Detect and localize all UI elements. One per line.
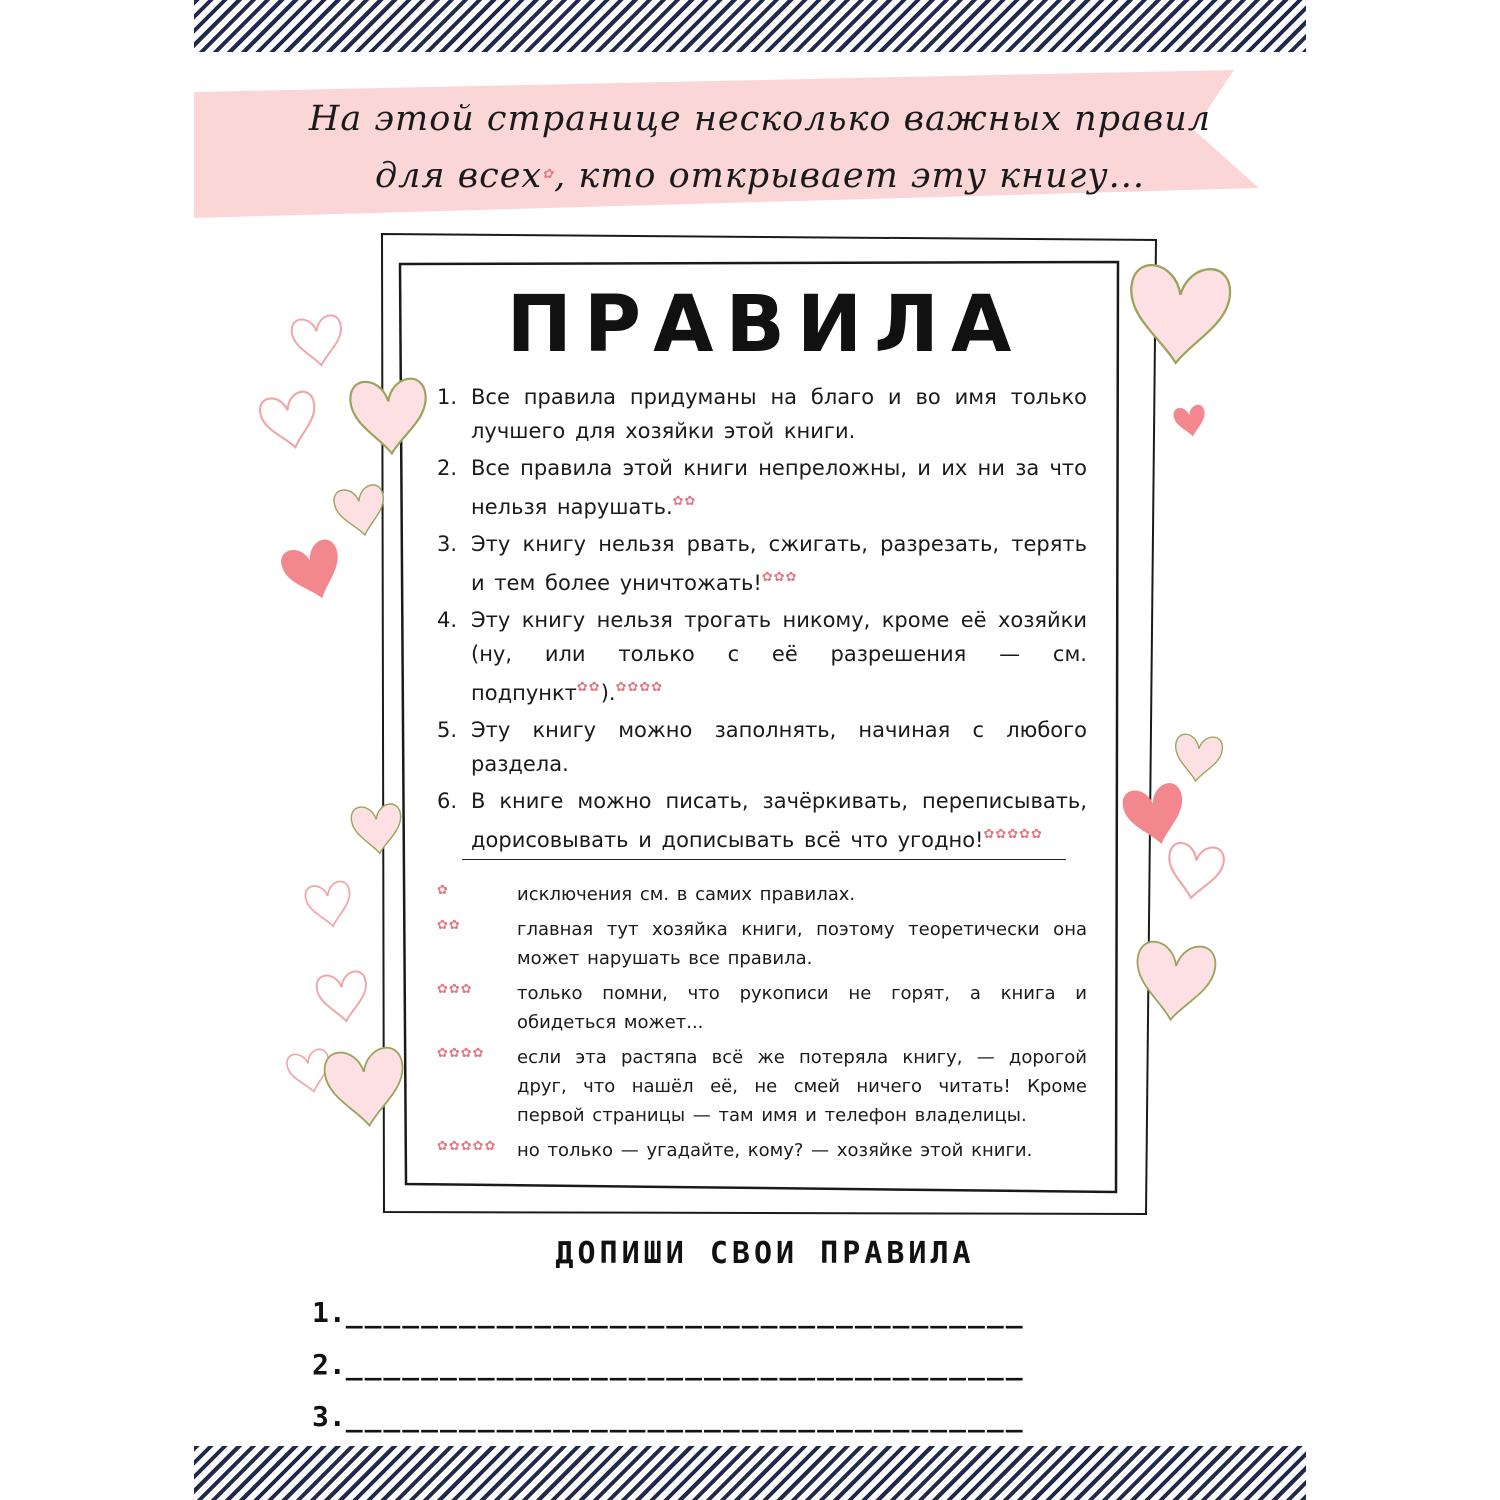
flower-mark-icon: ✿ bbox=[437, 883, 449, 898]
flower-mark-icon: ✿✿✿✿ bbox=[615, 680, 664, 695]
heart-icon bbox=[1132, 940, 1217, 1024]
footnote-3: ✿✿✿ только помни, что рукописи не горят, а книга и обидеться может... bbox=[437, 979, 1087, 1037]
footnote-2: ✿✿ главная тут хозяйка книги, поэтому теоретически она может нарушать все правила. bbox=[437, 915, 1087, 973]
rule-item-5: 5. Эту книгу можно заполнять, начиная с любого раздела. bbox=[437, 718, 1087, 776]
own-rule-line-3[interactable]: 3.____________________________________ bbox=[312, 1400, 1025, 1433]
flower-mark-icon: ✿✿✿✿✿ bbox=[983, 827, 1043, 842]
heart-icon bbox=[1164, 842, 1225, 902]
banner-line-1: На этой странице несколько важных правил bbox=[308, 99, 1212, 139]
own-rule-line-1[interactable]: 1.____________________________________ bbox=[312, 1296, 1025, 1329]
banner-line-2: для всех✿, кто открывает эту книгу... bbox=[374, 156, 1146, 196]
flower-mark-icon: ✿✿✿✿✿ bbox=[437, 1139, 497, 1154]
footnote-1: ✿ исключения см. в самих правилах. bbox=[437, 880, 1087, 909]
heart-icon bbox=[323, 1046, 408, 1130]
flower-mark-icon: ✿✿✿ bbox=[437, 982, 473, 997]
flower-mark-icon: ✿✿ bbox=[672, 494, 697, 509]
heart-icon bbox=[278, 537, 350, 608]
rule-item-3: 3. Эту книгу нельзя рвать, сжигать, разрезать, терять и тем более уничтожать!✿✿✿ bbox=[437, 532, 1087, 595]
footnote-4: ✿✿✿✿ если эта растяпа всё же потеряла книгу, — дорогой друг, что нашёл её, не смей ничего читать! Кроме первой страницы — там имя и телефон владелицы. bbox=[437, 1043, 1087, 1130]
heart-icon bbox=[1172, 404, 1208, 439]
heart-icon bbox=[349, 378, 429, 456]
page-title: ПРАВИЛА bbox=[506, 280, 1024, 370]
flower-mark-icon: ✿✿ bbox=[576, 680, 601, 695]
flower-mark-icon: ✿✿ bbox=[437, 918, 461, 933]
flower-mark-icon: ✿✿✿ bbox=[761, 570, 798, 585]
rule-item-6: 6. В книге можно писать, зачёркивать, переписывать, дорисовывать и дописывать всё что угодно!✿✿✿✿✿ bbox=[437, 789, 1087, 852]
rule-item-2: 2. Все правила этой книги непреложны, и их ни за что нельзя нарушать.✿✿ bbox=[437, 456, 1087, 519]
flower-mark-icon: ✿ bbox=[542, 167, 555, 182]
heart-icon bbox=[315, 970, 371, 1024]
heart-icon bbox=[290, 314, 346, 368]
heart-icon bbox=[258, 390, 322, 453]
heart-icon bbox=[304, 880, 355, 930]
own-rule-line-2[interactable]: 2.____________________________________ bbox=[312, 1348, 1025, 1381]
heart-icon bbox=[350, 803, 404, 856]
heart-icon bbox=[1126, 264, 1231, 367]
heart-icon bbox=[332, 483, 389, 539]
own-rules-title: ДОПИШИ СВОИ ПРАВИЛА bbox=[555, 1236, 975, 1271]
flower-mark-icon: ✿✿✿✿ bbox=[437, 1046, 485, 1061]
heart-icon bbox=[1120, 781, 1191, 850]
footnote-5: ✿✿✿✿✿ но только — угадайте, кому? — хозяйке этой книги. bbox=[437, 1136, 1087, 1165]
rule-item-1: 1. Все правила придуманы на благо и во имя только лучшего для хозяйки этой книги. bbox=[437, 385, 1087, 443]
rule-item-4: 4. Эту книгу нельзя трогать никому, кроме её хозяйки (ну, или только с её разрешения — см. подпункт✿✿).✿✿✿✿ bbox=[437, 608, 1087, 705]
heart-icon bbox=[1172, 733, 1223, 783]
bottom-stripe-border bbox=[194, 1446, 1306, 1500]
